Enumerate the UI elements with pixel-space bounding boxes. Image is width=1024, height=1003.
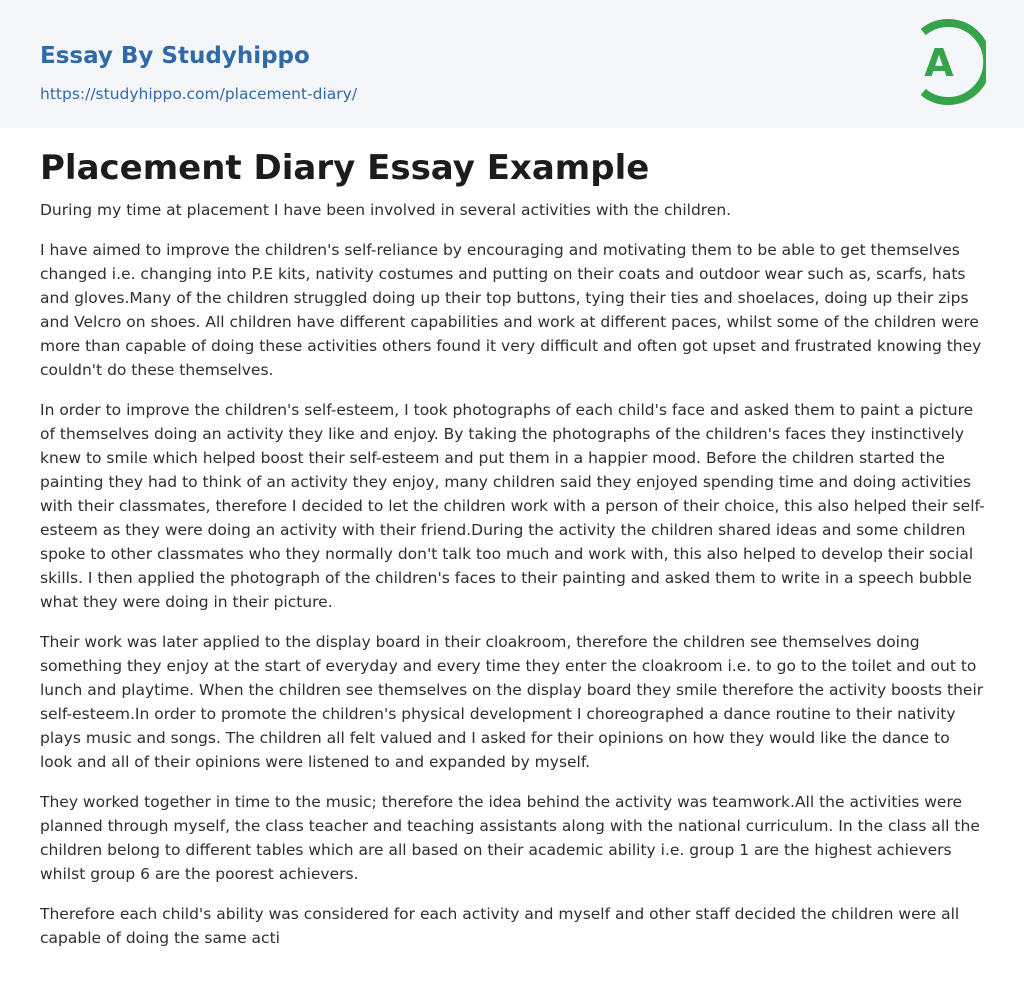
paragraph-5: They worked together in time to the music; therefore the idea behind the activity was teamwork.All the activities were planned through myself, the class teacher and teaching assistants along with the national curriculum. In the class all the children belong to different tables which are all based on their academic ability i.e. group 1 are the highest achievers whilst group 6 are the poorest achievers. (40, 793, 980, 883)
paragraph-2: I have aimed to improve the children's self-reliance by encouraging and motivating them to be able to get themselves changed i.e. changing into P.E kits, nativity costumes and putting on their coats and outdoor wear such as, scarfs, hats and gloves.Many of the children struggled doing up their top buttons, tying their ties and shoelaces, doing up their zips and Velcro on shoes. All children have different capabilities and work at different paces, whilst some of the children were more than capable of doing these activities others found it very difficult and often got upset and frustrated knowing they couldn't do these themselves. (40, 241, 982, 379)
paragraph-6: Therefore each child's ability was considered for each activity and myself and other staff decided the children were all capable of doing the same acti (40, 905, 960, 947)
paragraph-1: During my time at placement I have been involved in several activities with the children. (40, 201, 732, 219)
page-title: Placement Diary Essay Example (40, 148, 650, 188)
brand-title[interactable]: Essay By Studyhippo (40, 43, 310, 69)
studyhippo-logo-icon[interactable] (912, 18, 986, 106)
logo-letter: A (924, 41, 954, 85)
paragraph-4: Their work was later applied to the display board in their cloakroom, therefore the children see themselves doing something they enjoy at the start of everyday and every time they enter the cloakroom i.e. to go to the toilet and out to lunch and playtime. When the children see themselves on the display board they smile therefore the activity boosts their self-esteem.In order to promote the children's physical development I choreographed a dance routine to their nativity plays music and songs. The children all felt valued and I asked for their opinions on how they would like the dance to look and all of their opinions were listened to and expanded by myself. (40, 633, 984, 771)
paragraph-3: In order to improve the children's self-esteem, I took photographs of each child's face and asked them to paint a picture of themselves doing an activity they like and enjoy. By taking the photographs of the children's faces they instinctively knew to smile which helped boost their self-esteem and put them in a happier mood. Before the children started the painting they had to think of an activity they enjoy, many children said they enjoyed spending time and doing activities with their classmates, therefore I decided to let the children work with a person of their choice, this also helped their self-esteem as they were doing an activity with their friend.During the activity the children shared ideas and some children spoke to other classmates who they normally don't talk too much and work with, this also helped to develop their social skills. I then applied the photograph of the children's faces to their painting and asked them to write in a speech bubble what they were doing in their picture. (40, 401, 985, 611)
article-content (40, 146, 986, 966)
source-url-link[interactable]: https://studyhippo.com/placement-diary/ (40, 85, 358, 103)
site-header (0, 0, 1024, 128)
